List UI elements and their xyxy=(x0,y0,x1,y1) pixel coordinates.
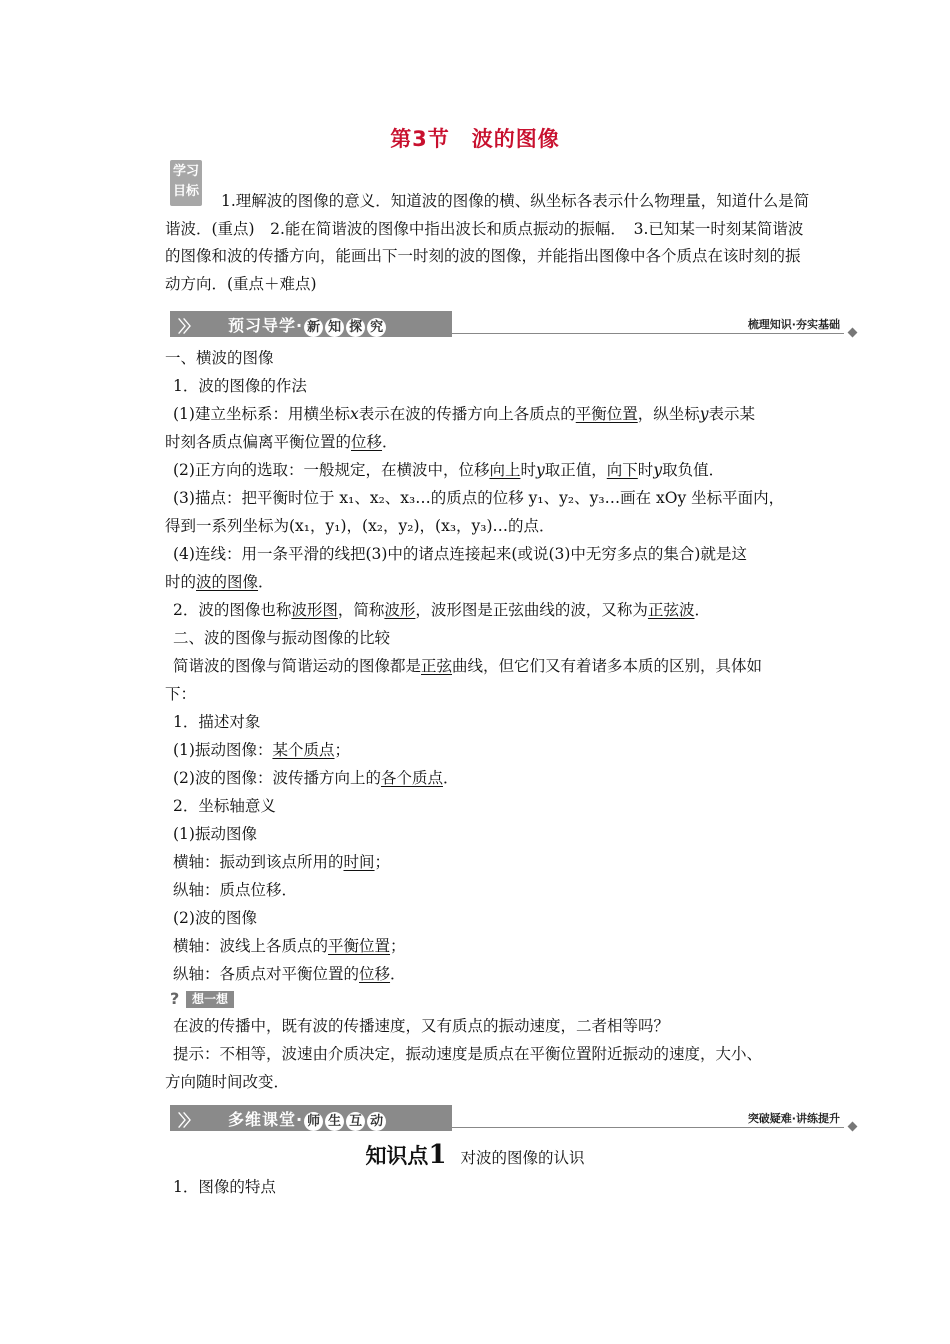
paragraph: 得到一系列坐标为(x₁，y₁)，(x₂，y₂)，(x₃，y₃)…的点． xyxy=(165,517,555,535)
paragraph: 纵轴：各质点对平衡位置的位移． xyxy=(173,965,406,983)
diamond-icon xyxy=(848,328,858,338)
section-banner-classroom: 〉〉 多维课堂· 师 生 互 动 突破疑难·讲练提升 xyxy=(170,1105,860,1131)
paragraph: (4)连线：用一条平滑的线把(3)中的诸点连接起来(或说(3)中无穷多点的集合)就是这 xyxy=(173,545,747,563)
subsection-heading: 1．描述对象 xyxy=(173,713,261,731)
page-title: 第3节 波的图像 xyxy=(390,127,560,151)
paragraph: (1)振动图像：某个质点； xyxy=(173,741,350,759)
paragraph: 时的波的图像． xyxy=(165,573,274,591)
subsection-heading: 2．坐标轴意义 xyxy=(173,797,276,815)
paragraph: (2)正方向的选取：一般规定，在横波中，位移向上时y取正值，向下时y取负值． xyxy=(173,461,725,479)
paragraph: (2)波的图像：波传播方向上的各个质点． xyxy=(173,769,459,787)
banner-subtitle: 梳理知识·夯实基础 xyxy=(747,318,840,331)
section-heading: 一、横波的图像 xyxy=(165,349,274,367)
diamond-icon xyxy=(848,1122,858,1132)
chevron-icon: 〉〉 xyxy=(178,317,197,336)
objectives-badge: 学习 目标 xyxy=(170,160,202,206)
banner-subtitle: 突破疑难·讲练提升 xyxy=(747,1112,840,1125)
paragraph: (1)振动图像 xyxy=(173,825,257,843)
objectives-text: 1.理解波的图像的意义．知道波的图像的横、纵坐标各表示什么物理量，知道什么是简谐波．(重点) 2.能在简谐波的图像中指出波长和质点振动的振幅． 3.已知某一时刻某简谐波的图像和波的传播方向，能画出下一时刻的波的图像，并能指出图像中各个质点在该时刻的振动方向．(重点＋难点) xyxy=(165,192,810,293)
subsection-heading: 1．图像的特点 xyxy=(173,1178,276,1196)
hint-text: 提示：不相等，波速由介质决定，振动速度是质点在平衡位置附近振动的速度，大小、 xyxy=(173,1045,763,1063)
paragraph: 横轴：振动到该点所用的时间； xyxy=(173,853,391,871)
paragraph: 时刻各质点偏离平衡位置的位移． xyxy=(165,433,398,451)
section-banner-preview: 〉〉 预习导学· 新 知 探 究 梳理知识·夯实基础 xyxy=(170,311,860,337)
paragraph: (1)建立坐标系：用横坐标x表示在波的传播方向上各质点的平衡位置，纵坐标y表示某 xyxy=(173,405,756,423)
paragraph: (2)波的图像 xyxy=(173,909,257,927)
hint-text: 方向随时间改变． xyxy=(165,1073,290,1091)
paragraph: 2．波的图像也称波形图，简称波形，波形图是正弦曲线的波，又称为正弦波． xyxy=(173,601,710,619)
paragraph: 纵轴：质点位移． xyxy=(173,881,298,899)
chevron-icon: 〉〉 xyxy=(178,1111,197,1130)
section-heading: 二、波的图像与振动图像的比较 xyxy=(173,629,391,647)
paragraph: (3)描点：把平衡时位于 x₁、x₂、x₃…的质点的位移 y₁、y₂、y₃…画在 xOy 坐标平面内， xyxy=(173,489,785,507)
paragraph: 简谐波的图像与简谐运动的图像都是正弦曲线，但它们又有着诸多本质的区别，具体如 xyxy=(173,657,763,675)
knowledge-point-heading: 知识点1 对波的图像的认识 xyxy=(365,1140,585,1170)
subsection-heading: 1．波的图像的作法 xyxy=(173,377,307,395)
question-icon: ? xyxy=(170,989,180,1008)
paragraph: 下： xyxy=(165,685,197,703)
question-text: 在波的传播中，既有波的传播速度，又有质点的振动速度，二者相等吗？ xyxy=(173,1017,670,1035)
paragraph: 横轴：波线上各质点的平衡位置； xyxy=(173,937,406,955)
